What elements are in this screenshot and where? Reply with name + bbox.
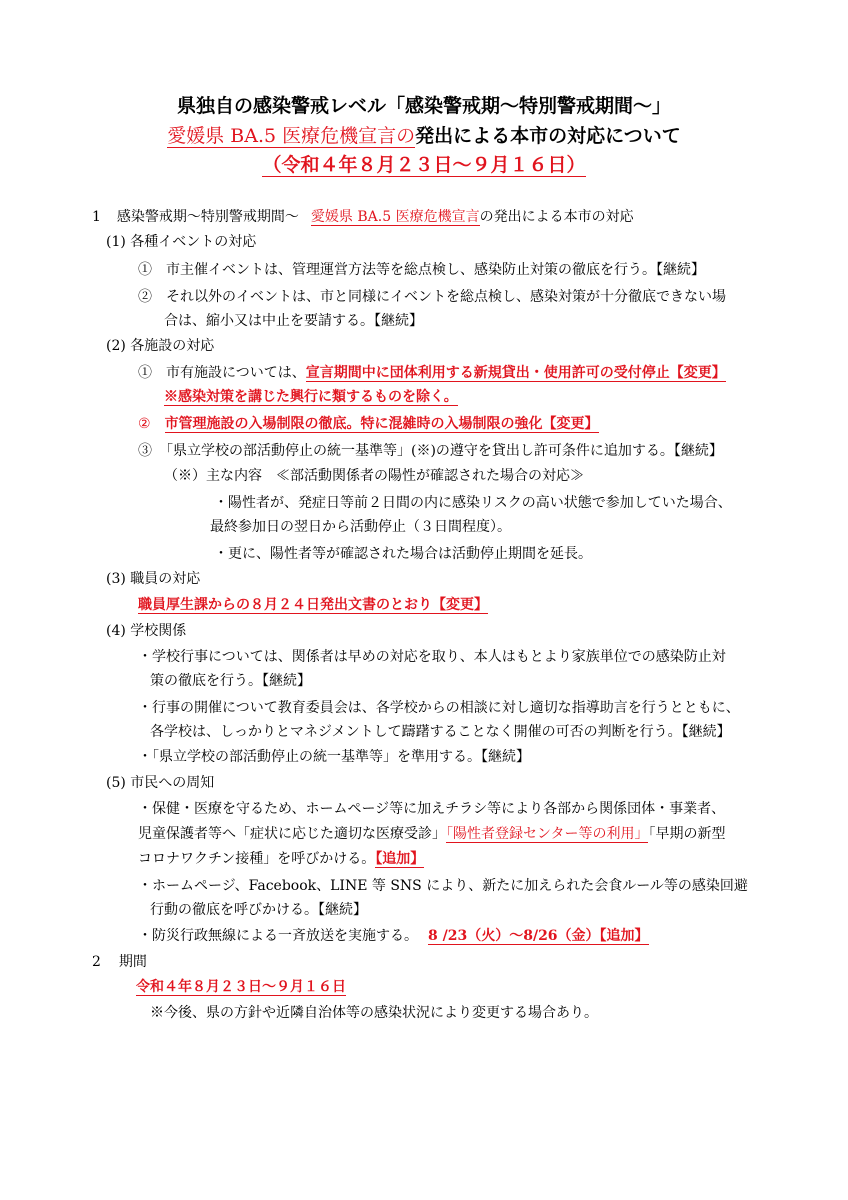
s2-item-1-cont [164,386,458,408]
subsection-5-heading [106,772,214,794]
subsection-3-heading [106,568,200,590]
s1-item-2-text-2: 合は、縮小又は中止を要請する。【継続】 [164,313,423,329]
title-line-1 [0,93,848,119]
s1-item-2-text-1: それ以外のイベントは、市と同様にイベントを総点検し、感染対策が十分徹底できない場 [166,289,726,305]
s2-note-heading-text: （※）主な内容 ≪部活動関係者の陽性が確認された場合の対応≫ [164,468,584,484]
subsection-1-number: (1) [106,234,126,250]
s5-bullet-1-text-2a: 児童保護者等へ「症状に応じた適切な医療受診」 [138,826,446,842]
s1-item-2-cont [164,310,423,332]
section-1-heading-text-a: 感染警戒期～特別警戒期間～ [116,209,299,225]
s2-item-1-number: ① [138,365,152,381]
s3-red-text: 職員厚生課からの８月２４日発出文書のとおり【変更】 [138,597,488,613]
s3-text [138,594,488,616]
s4-bullet-2-text-2: 各学校は、しっかりとマネジメントして躊躇することなく開催の可否の判断を行う。【継続】 [150,724,731,740]
section-2-number: 2 [92,954,101,970]
s2-note-1-text-1: ・陽性者が、発症日等前２日間の内に感染リスクの高い状態で参加していた場合、 [214,495,732,511]
s2-item-2-red: 市管理施設の入場制限の徹底。特に混雑時の入場制限の強化【変更】 [164,416,599,432]
subsection-2-heading [106,335,214,357]
s2-item-1 [138,362,726,384]
s2-note-1-cont [210,516,511,538]
title-text-1: 県独自の感染警戒レベル「感染警戒期～特別警戒期間～」 [176,95,671,117]
title-red-text: 愛媛県 BA.5 医療危機宣言の [167,125,416,147]
s2-item-1-text: 市有施設については、 [166,365,306,381]
s2-item-2-number: ② [138,416,151,432]
subsection-2-number: (2) [106,338,126,354]
section-1-number: 1 [92,209,101,225]
s2-item-1-red-note: ※感染対策を講じた興行に類するものを除く。 [164,389,458,405]
s5-bullet-2-text-1: ・ホームページ、Facebook、LINE 等 SNS により、新たに加えられた会食ルール等の感染回避 [138,878,748,894]
subsection-3-title: 職員の対応 [130,571,201,587]
s4-bullet-1-cont [150,670,311,692]
s4-bullet-3-text: ・「県立学校の部活動停止の統一基準等」を準用する。【継続】 [138,749,530,765]
subsection-1-title: 各種イベントの対応 [130,234,257,250]
subsection-3-number: (3) [106,571,126,587]
s1-item-2 [138,286,726,308]
s2-item-3-number: ③ [138,443,152,459]
s5-bullet-3 [138,925,649,947]
s2-note-1-text-2: 最終参加日の翌日から活動停止（３日間程度）。 [210,519,511,535]
s2-item-3 [138,440,723,462]
section-2-title: 期間 [118,954,147,970]
s1-item-2-number: ② [138,289,152,305]
s2-note-2-text: ・更に、陽性者等が確認された場合は活動停止期間を延長。 [214,546,592,562]
s5-bullet-1-text-3: コロナワクチン接種」を呼びかける。 [138,851,376,867]
subsection-4-title: 学校関係 [130,623,187,639]
title-line-2 [0,123,848,149]
title-black-text: 発出による本市の対応について [415,125,681,147]
s2-item-1-red: 宣言期間中に団体利用する新規貸出・使用許可の受付停止【変更】 [305,365,726,381]
section-1-heading-text-b: の発出による本市の対応 [479,209,634,225]
subsection-4-number: (4) [106,623,126,639]
s5-bullet-2-text-2: 行動の徹底を呼びかける。【継続】 [150,902,367,918]
section-2-heading [92,951,147,973]
s4-bullet-1-text-1: ・学校行事については、関係者は早めの対応を取り、本人はもとより家族単位での感染防止対 [138,649,726,665]
s5-bullet-3-red: 8 /23（火）～8/26（金）【追加】 [428,928,649,944]
s2-item-2 [138,413,599,435]
s5-bullet-2 [138,875,748,897]
section-1-heading-red: 愛媛県 BA.5 医療危機宣言 [310,209,480,225]
s1-item-1 [138,259,705,281]
s4-bullet-3 [138,746,530,768]
section-2-note [150,1002,598,1024]
section-1-heading [92,206,634,228]
s5-bullet-1 [138,798,725,820]
s2-note-1 [214,492,732,514]
s5-bullet-1-text-1: ・保健・医療を守るため、ホームページ等に加えチラシ等により各部から関係団体・事業者、 [138,801,726,817]
s5-bullet-3-text: ・防災行政無線による一斉放送を実施する。 [138,928,418,944]
section-2-period-text: 令和４年８月２３日～９月１６日 [136,979,346,995]
section-2-period [136,976,346,998]
s4-bullet-2 [138,697,740,719]
s5-bullet-1-red: 「陽性者登録センター等の利用」 [446,826,649,842]
subsection-2-title: 各施設の対応 [130,338,215,354]
subsection-4-heading [106,620,186,642]
title-period: （令和４年８月２３日～９月１６日） [262,154,586,176]
s5-bullet-2-cont [150,899,367,921]
subsection-5-title: 市民への周知 [130,775,215,791]
s2-note-2 [214,543,592,565]
s4-bullet-1 [138,646,726,668]
s5-bullet-1-text-2b: 「早期の新型 [648,826,726,842]
title-line-3 [0,152,848,178]
s2-item-3-text: 「県立学校の部活動停止の統一基準等」(※)の遵守を貸出し許可条件に追加する。【継続】 [166,443,723,459]
s5-bullet-1-added-tag: 【追加】 [375,851,425,867]
section-2-note-text: ※今後、県の方針や近隣自治体等の感染状況により変更する場合あり。 [150,1005,598,1021]
s5-bullet-1-cont [138,823,725,845]
s5-bullet-1-cont-2 [138,848,424,870]
s1-item-1-text: 市主催イベントは、管理運営方法等を総点検し、感染防止対策の徹底を行う。【継続】 [166,262,705,278]
subsection-5-number: (5) [106,775,126,791]
subsection-1-heading [106,231,256,253]
s1-item-1-number: ① [138,262,152,278]
s4-bullet-2-cont [150,721,731,743]
s4-bullet-1-text-2: 策の徹底を行う。【継続】 [150,673,311,689]
s4-bullet-2-text-1: ・行事の開催について教育委員会は、各学校からの相談に対し適切な指導助言を行うとともに、 [138,700,740,716]
s2-note-heading [164,465,584,487]
